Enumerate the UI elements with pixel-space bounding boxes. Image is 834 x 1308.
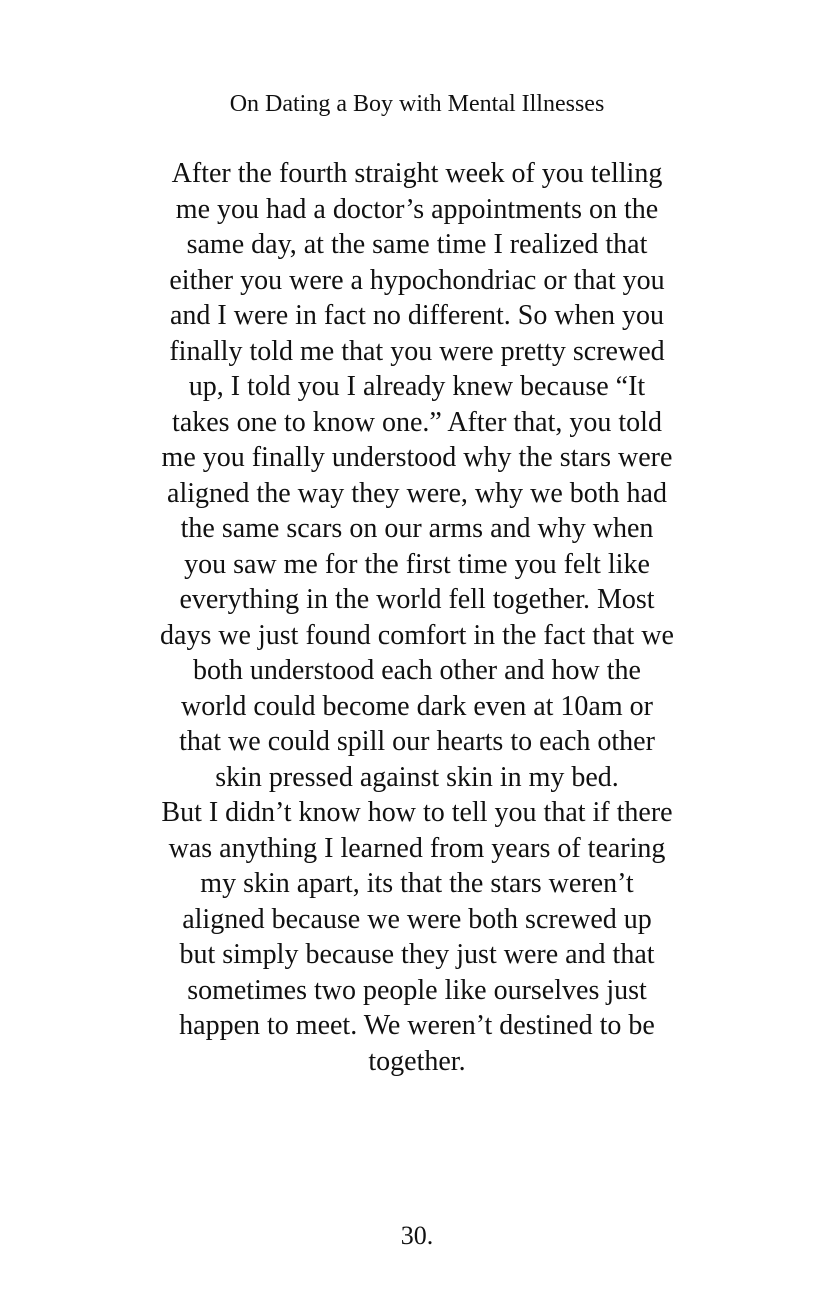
poem-line: sometimes two people like ourselves just xyxy=(187,974,647,1006)
poem-line: takes one to know one.” After that, you told xyxy=(172,406,662,438)
poem-line: up, I told you I already knew because “It xyxy=(188,371,646,402)
poem-line: both understood each other and how the xyxy=(193,655,641,686)
poem-line: everything in the world fell together. Most xyxy=(179,584,655,615)
poem-body xyxy=(112,156,722,1079)
poem-line: world could become dark even at 10am or xyxy=(181,690,653,722)
poem-line: skin pressed against skin in my bed. xyxy=(215,761,619,793)
poem-line: aligned because we were both screwed up xyxy=(182,903,652,935)
poem-line: After the fourth straight week of you telling xyxy=(171,158,663,189)
poem-line: you saw me for the first time you felt like xyxy=(184,548,650,580)
poem-line: aligned the way they were, why we both had xyxy=(167,477,667,509)
poem-line: my skin apart, its that the stars weren’t xyxy=(200,868,634,899)
page-title: On Dating a Boy with Mental Illnesses xyxy=(229,91,605,117)
poem-line: the same scars on our arms and why when xyxy=(180,513,654,544)
poem-line: finally told me that you were pretty screwed xyxy=(169,335,665,367)
poem-line: days we just found comfort in the fact that we xyxy=(160,619,674,651)
poem-line: either you were a hypochondriac or that you xyxy=(169,264,665,296)
poem-line: But I didn’t know how to tell you that if there xyxy=(161,797,673,828)
poem-line: was anything I learned from years of tearing xyxy=(168,832,666,864)
page-number: 30. xyxy=(400,1221,434,1250)
poem-line: same day, at the same time I realized that xyxy=(186,229,648,260)
poem-line: happen to meet. We weren’t destined to be xyxy=(179,1010,655,1041)
poem-line: that we could spill our hearts to each other xyxy=(179,726,655,757)
poem-line: but simply because they just were and that xyxy=(179,939,655,970)
poem-line: me you had a doctor’s appointments on the xyxy=(175,193,659,225)
poem-line: together. xyxy=(368,1045,466,1077)
poem-line: me you finally understood why the stars were xyxy=(161,442,673,473)
poem-line: and I were in fact no different. So when you xyxy=(170,300,664,331)
